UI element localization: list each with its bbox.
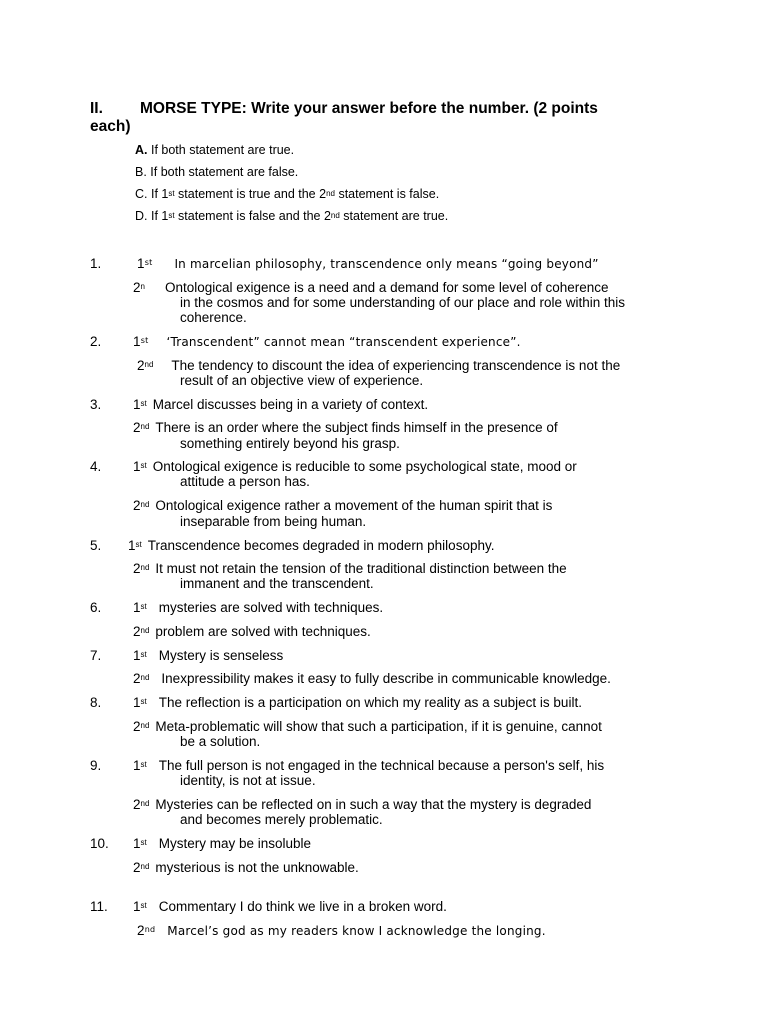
second-statement: 2nd Mysteries can be reflected on in such a way that the mystery is degraded <box>133 797 592 812</box>
statement-continuation: and becomes merely problematic. <box>180 812 383 827</box>
first-statement: 1st The full person is not engaged in the technical because a person's self, his <box>133 758 605 773</box>
first-statement: 1st Mystery is senseless <box>133 648 284 663</box>
item-number: 9. <box>90 758 102 773</box>
first-statement: 1st Transcendence becomes degraded in modern philosophy. <box>128 538 495 553</box>
section-numeral: II. <box>90 100 103 117</box>
second-statement: 2nd problem are solved with techniques. <box>133 624 371 639</box>
first-statement: 1st mysteries are solved with techniques. <box>133 600 384 615</box>
option-a: A. If both statement are true. <box>135 143 295 157</box>
statement-continuation: something entirely beyond his grasp. <box>180 436 400 451</box>
second-statement: 2nd There is an order where the subject finds himself in the presence of <box>133 420 558 435</box>
statement-continuation: identity, is not at issue. <box>180 773 316 788</box>
first-statement: 1st Commentary I do think we live in a broken word. <box>133 899 447 914</box>
option-b: B. If both statement are false. <box>135 165 299 179</box>
statement-continuation: in the cosmos and for some understanding of our place and role within this <box>180 295 626 310</box>
statement-continuation: be a solution. <box>180 734 261 749</box>
item-number: 8. <box>90 695 102 710</box>
statement-continuation: result of an objective view of experience. <box>180 373 424 388</box>
item-number: 10. <box>90 836 109 851</box>
statement-continuation: immanent and the transcendent. <box>180 576 374 591</box>
option-c: C. If 1st statement is true and the 2nd statement is false. <box>135 187 440 201</box>
item-number: 4. <box>90 459 102 474</box>
second-statement: 2nd Ontological exigence rather a movement of the human spirit that is <box>133 498 553 513</box>
item-number: 11. <box>90 899 108 914</box>
item-number: 3. <box>90 397 102 412</box>
section-title-line1: MORSE TYPE: Write your answer before the number. (2 points <box>140 100 598 117</box>
second-statement: 2nd The tendency to discount the idea of experiencing transcendence is not the <box>137 358 621 373</box>
second-statement: 2nd It must not retain the tension of the traditional distinction between the <box>133 561 567 576</box>
first-statement: 1st In marcelian philosophy, transcendence only means “going beyond” <box>137 256 599 271</box>
first-statement: 1st Mystery may be insoluble <box>133 836 312 851</box>
second-statement: 2nd Inexpressibility makes it easy to fully describe in communicable knowledge. <box>133 671 611 686</box>
item-number: 7. <box>90 648 102 663</box>
section-title-line2: each) <box>90 118 131 135</box>
option-d: D. If 1st statement is false and the 2nd statement are true. <box>135 209 449 223</box>
first-statement: 1st ‘Transcendent” cannot mean “transcendent experience”. <box>133 334 521 349</box>
item-number: 1. <box>90 256 102 271</box>
section-heading <box>90 100 690 136</box>
second-statement: 2nd Meta-problematic will show that such a participation, if it is genuine, cannot <box>133 719 602 734</box>
statement-continuation: attitude a person has. <box>180 474 310 489</box>
first-statement: 1st The reflection is a participation on which my reality as a subject is built. <box>133 695 582 710</box>
item-number: 5. <box>90 538 102 553</box>
item-number: 2. <box>90 334 102 349</box>
statement-continuation: inseparable from being human. <box>180 514 367 529</box>
second-statement: 2nd mysterious is not the unknowable. <box>133 860 359 875</box>
second-statement: 2nd Marcel’s god as my readers know I acknowledge the longing. <box>137 923 546 938</box>
first-statement: 1st Marcel discusses being in a variety of context. <box>133 397 429 412</box>
second-statement: 2$^n$ Ontological exigence is a need and a demand for some level of coherence <box>133 280 609 295</box>
statement-continuation: coherence. <box>180 310 247 325</box>
item-number: 6. <box>90 600 102 615</box>
first-statement: 1st Ontological exigence is reducible to some psychological state, mood or <box>133 459 577 474</box>
